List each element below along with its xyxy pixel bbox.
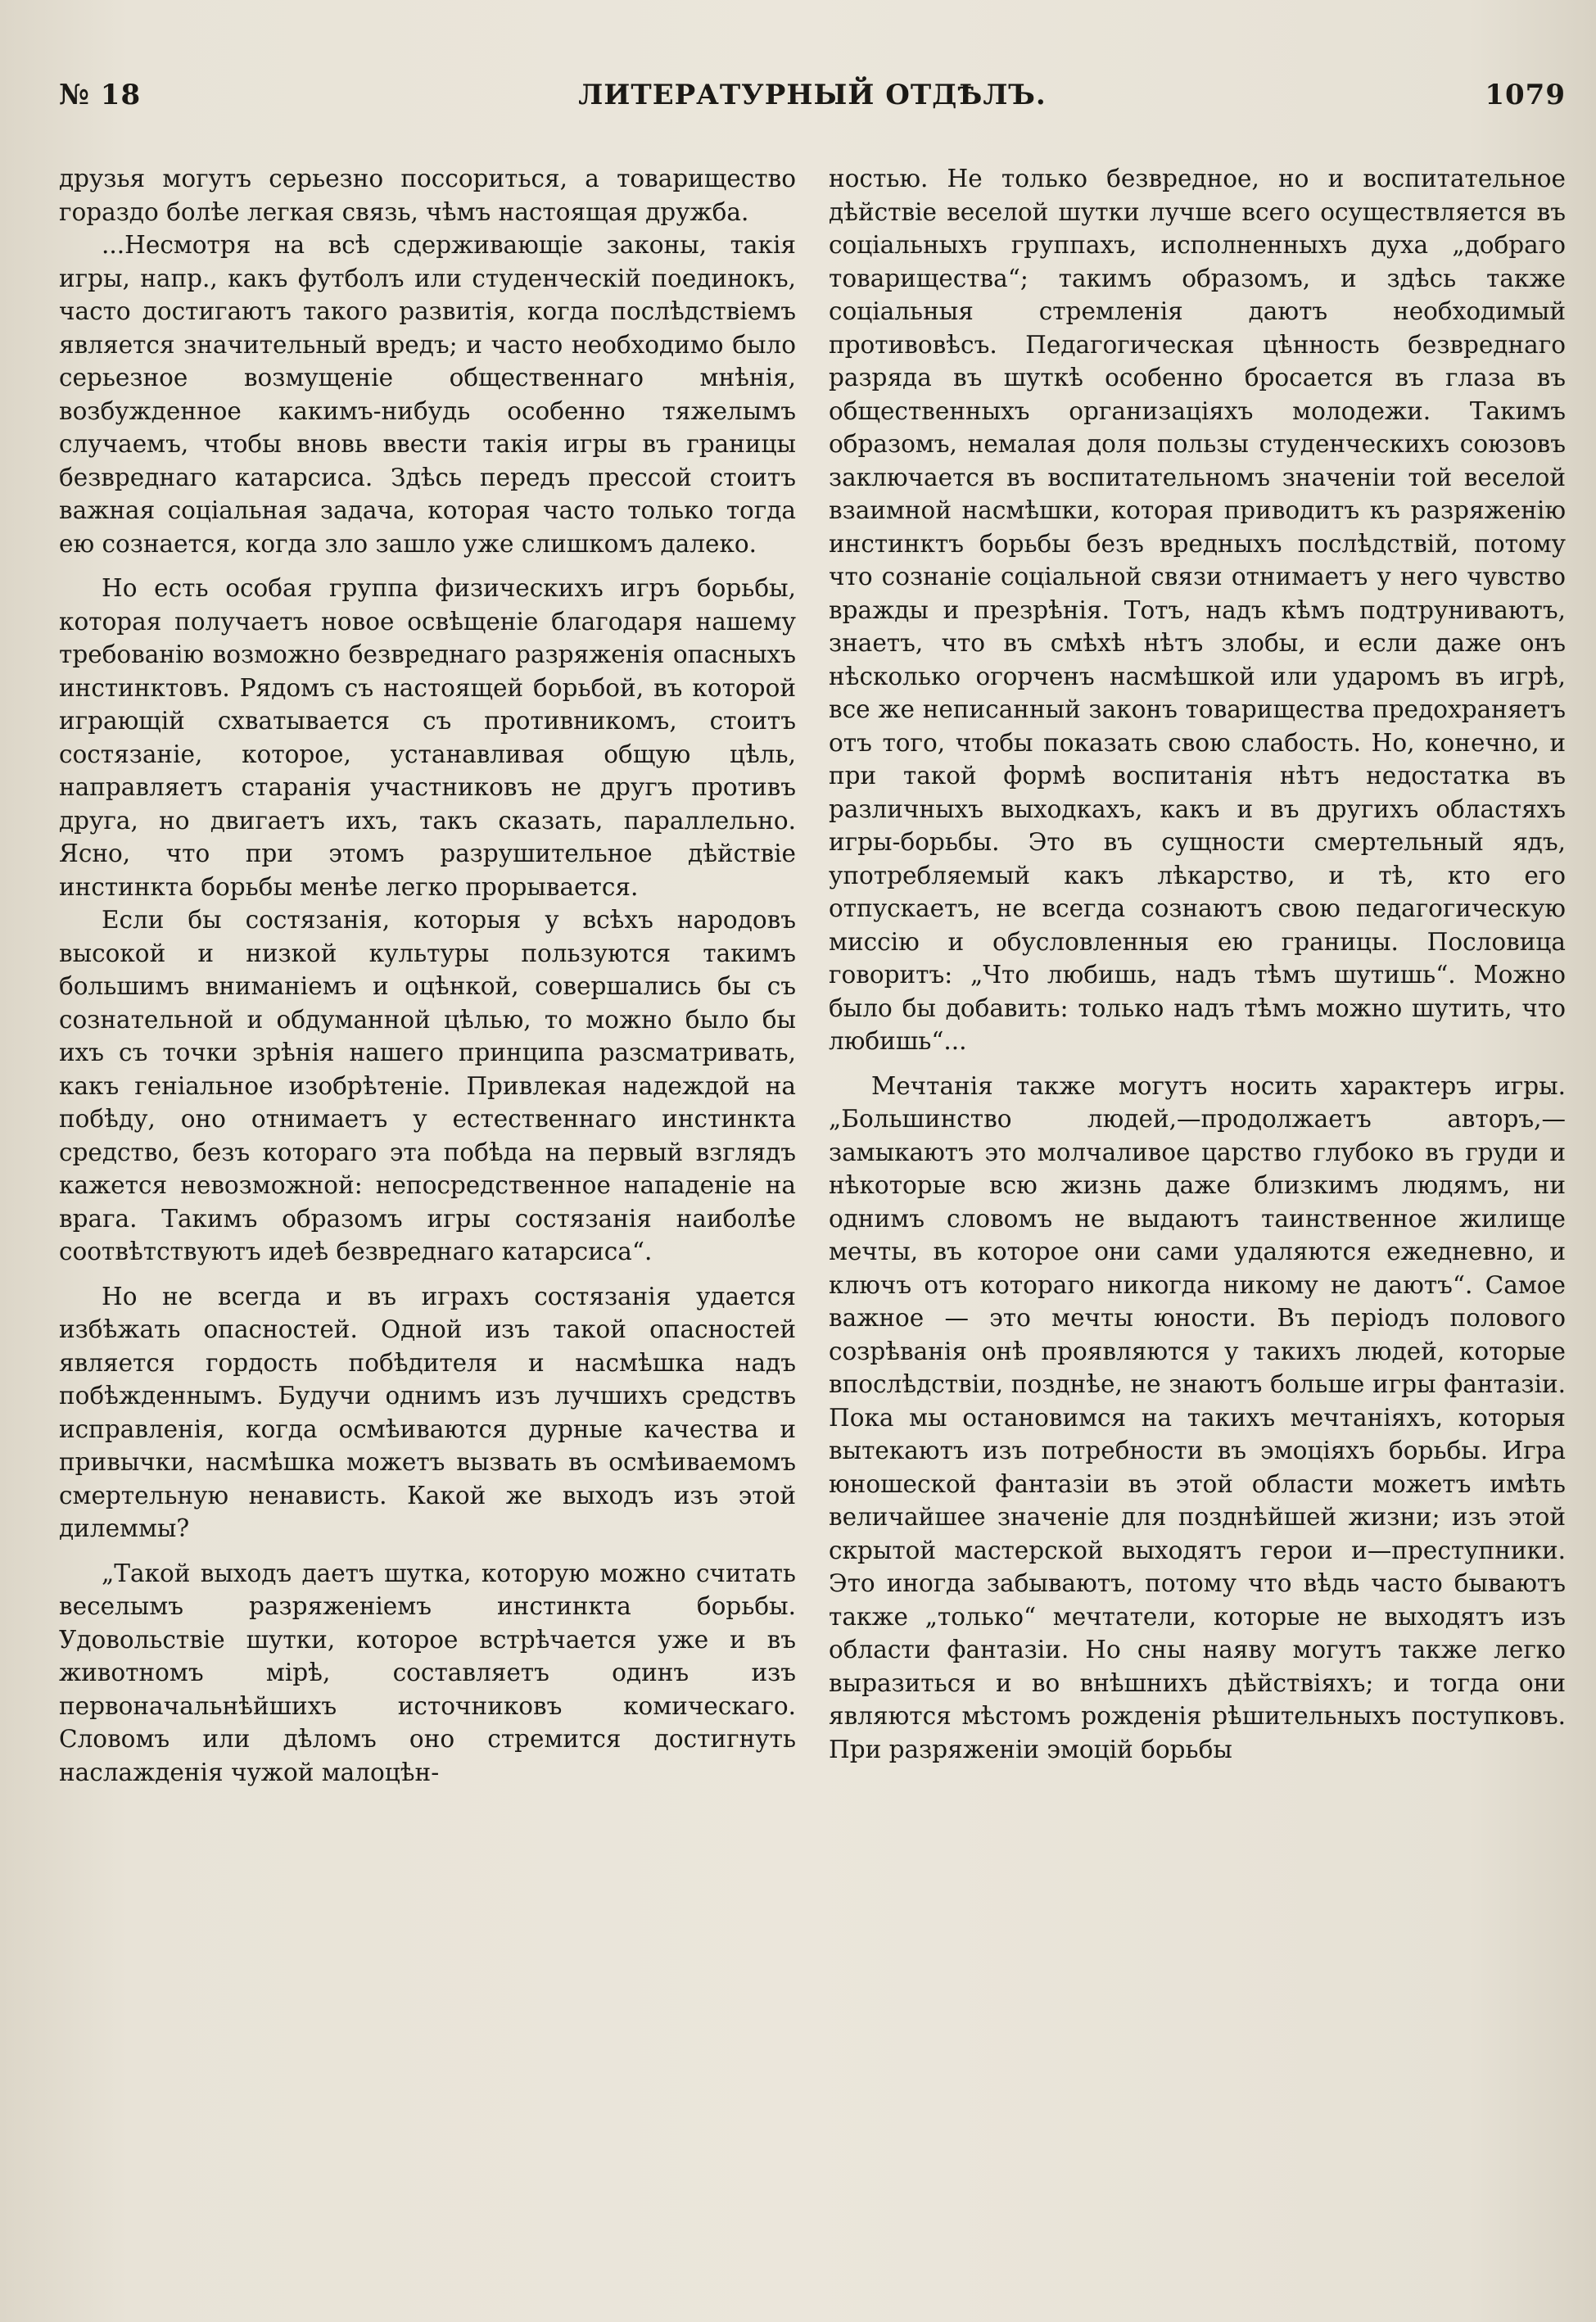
paragraph: Но есть особая группа физическихъ игръ борьбы, которая получаетъ новое освѣщеніе благодаря нашему требованію возможно безвреднаго разряженія опасныхъ инстинктовъ. Рядомъ съ настоящей борьбой, въ которой играющій схватывается съ противникомъ, стоитъ состязаніе, которое, устанавливая общую цѣль, направляетъ старанія участниковъ не другъ противъ друга, но двигаетъ ихъ, такъ сказать, параллельно. Ясно, что при этомъ разрушительное дѣйствіе инстинкта борьбы менѣе легко прорывается. (59, 574, 796, 901)
page-header (59, 79, 1566, 128)
page-number: 1079 (1485, 79, 1566, 111)
left-column (59, 162, 796, 1789)
paragraph: ностью. Не только безвредное, но и воспитательное дѣйствіе веселой шутки лучше всего осуществляется въ соціальныхъ группахъ, исполненныхъ духа „добраго товарищества“; такимъ образомъ, и здѣсь также соціальныя стремленія даютъ необходимый противовѣсъ. Педагогическая цѣнность безвреднаго разряда въ шуткѣ особенно бросается въ глаза въ общественныхъ организаціяхъ молодежи. Такимъ образомъ, немалая доля пользы студенческихъ союзовъ заключается въ воспитательномъ значеніи той веселой взаимной насмѣшки, которая приводитъ къ разряженію инстинктъ борьбы безъ вредныхъ послѣдствій, потому что сознаніе соціальной связи отнимаетъ у него чувство вражды и презрѣнія. Тотъ, надъ кѣмъ подтруниваютъ, знаетъ, что въ смѣхѣ нѣтъ злобы, и если даже онъ нѣсколько огорченъ насмѣшкой или ударомъ въ игрѣ, все же неписанный законъ товарищества предохраняетъ отъ того, чтобы показать свою слабость. Но, конечно, и при такой формѣ воспитанія нѣтъ недостатка въ различныхъ выходкахъ, какъ и въ другихъ областяхъ игры-борьбы. Это въ сущности смертельный ядъ, употребляемый какъ лѣкарство, и тѣ, кто его отпускаетъ, не всегда сознаютъ свою педагогическую миссію и обусловленныя ею границы. Пословица говоритъ: „Что любишь, надъ тѣмъ шутишь“. Можно было бы добавить: только надъ тѣмъ можно шутить, что любишь“... (829, 165, 1566, 1055)
right-column (829, 162, 1566, 1766)
paragraph: Если бы состязанія, которыя у всѣхъ народовъ высокой и низкой культуры пользуются такимъ большимъ вниманіемъ и оцѣнкой, совершались бы съ сознательной и обдуманной цѣлью, то можно было бы ихъ съ точки зрѣнія нашего принципа разсматривать, какъ геніальное изобрѣтеніе. Привлекая надеждой на побѣду, оно отнимаетъ у естественнаго инстинкта средство, безъ котораго эта побѣда на первый взглядъ кажется невозможной: непосредственное нападеніе на врага. Такимъ образомъ игры состязанія наиболѣе соотвѣтствуютъ идеѣ безвреднаго катарсиса“. (59, 906, 796, 1265)
paragraph: ...Несмотря на всѣ сдерживающіе законы, такія игры, напр., какъ футболъ или студенческій поединокъ, часто достигаютъ такого развитія, когда послѣдствіемъ является значительный вредъ; и часто необходимо было серьезное возмущеніе общественнаго мнѣнія, возбужденное какимъ-нибудь особенно тяжелымъ случаемъ, чтобы вновь ввести такія игры въ границы безвреднаго катарсиса. Здѣсь передъ прессой стоитъ важная соціальная задача, которая часто только тогда ею сознается, когда зло зашло уже слишкомъ далеко. (59, 231, 796, 558)
paragraph: „Такой выходъ даетъ шутка, которую можно считать веселымъ разряженіемъ инстинкта борьбы. Удовольствіе шутки, которое встрѣчается уже и въ животномъ мірѣ, составляетъ одинъ изъ первоначальнѣйшихъ источниковъ комическаго. Словомъ или дѣломъ оно стремится достигнуть наслажденія чужой малоцѣн- (59, 1559, 796, 1786)
paragraph: Мечтанія также могутъ носить характеръ игры. „Большинство людей,—продолжаетъ авторъ,—замыкаютъ это молчаливое царство глубоко въ груди и нѣкоторые всю жизнь даже близкимъ людямъ, ни однимъ словомъ не выдаютъ таинственное жилище мечты, въ которое они сами удаляются ежедневно, и ключъ отъ котораго никогда никому не даютъ“. Самое важное — это мечты юности. Въ періодъ полового созрѣванія онѣ проявляются у такихъ людей, которые впослѣдствіи, позднѣе, не знаютъ больше игры фантазіи. Пока мы остановимся на такихъ мечтаніяхъ, которыя вытекаютъ изъ потребности въ эмоціяхъ борьбы. Игра юношеской фантазіи въ этой области можетъ имѣть величайшее значеніе для позднѣйшей жизни; изъ этой скрытой мастерской выходятъ герои и—преступники. Это иногда забываютъ, потому что вѣдь часто бываютъ также „только“ мечтатели, которые не выходятъ изъ области фантазіи. Но сны наяву могутъ также легко выразиться и во внѣшнихъ дѣйствіяхъ; и тогда они являются мѣстомъ рожденія рѣшительныхъ поступковъ. При разряженіи эмоцій борьбы (829, 1071, 1566, 1763)
paragraph: друзья могутъ серьезно поссориться, а товарищество гораздо болѣе легкая связь, чѣмъ настоящая дружба. (59, 165, 796, 226)
section-title: ЛИТЕРАТУРНЫЙ ОТДѢЛЪ. (578, 79, 1047, 111)
paragraph: Но не всегда и въ играхъ состязанія удается избѣжать опасностей. Одной изъ такой опасностей является гордость побѣдителя и насмѣшка надъ побѣжденнымъ. Будучи однимъ изъ лучшихъ средствъ исправленія, когда осмѣиваются дурные качества и привычки, насмѣшка можетъ вызвать въ осмѣиваемомъ смертельную ненависть. Какой же выходъ изъ этой дилеммы? (59, 1282, 796, 1542)
issue-number: № 18 (59, 79, 142, 111)
